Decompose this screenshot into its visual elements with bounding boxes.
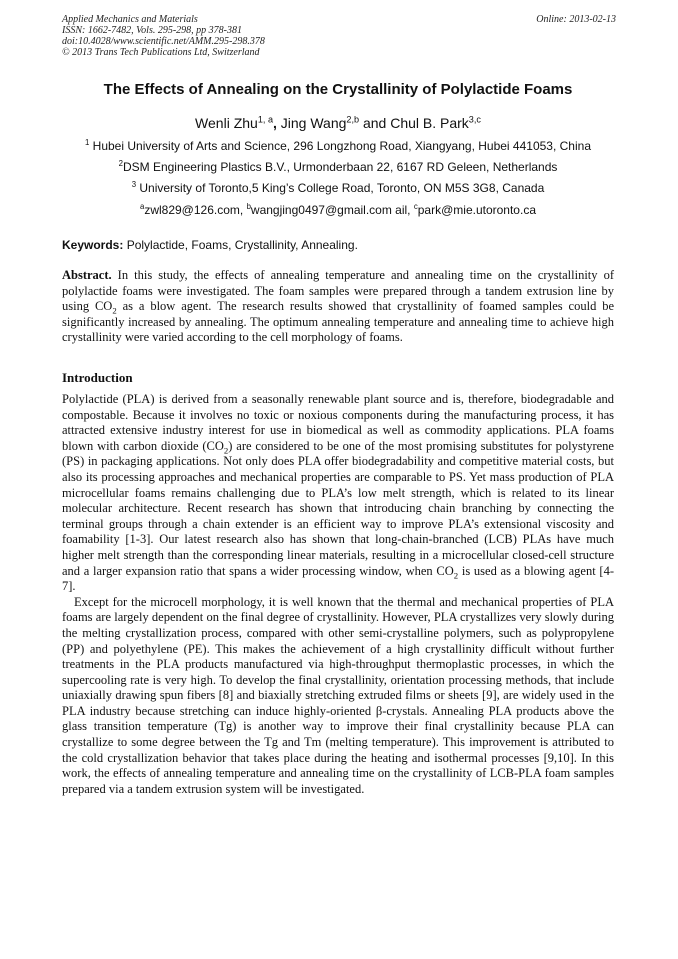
online-date: Online: 2013-02-13 (536, 14, 616, 25)
author-name: Chul B. Park (390, 115, 469, 131)
subscript: 2 (223, 445, 229, 456)
affiliation-text: Hubei University of Arts and Science, 296 Longzhong Road, Xiangyang, Hubei 441053, China (89, 139, 591, 153)
author-affiliation-mark: 3,c (468, 114, 481, 125)
abstract-text: In this study, the effects of annealing temperature and annealing time on the crystallinity of polylactide foams were investigated. The foam samples were prepared through a tandem extrusion line by using CO (62, 268, 614, 314)
subscript: 2 (112, 305, 117, 316)
paper-title: The Effects of Annealing on the Crystallinity of Polylactide Foams (103, 81, 573, 98)
email-mark: c (413, 202, 418, 211)
keywords-label: Keywords: (62, 238, 124, 252)
author-list (62, 114, 614, 132)
paragraph (62, 392, 614, 595)
affiliation-text: University of Toronto,5 King’s College Road, Toronto, ON M5S 3G8, Canada (136, 181, 545, 195)
journal-issn: ISSN: 1662-7482, Vols. 295-298, pp 378-381 (62, 25, 242, 36)
affiliation-2 (62, 160, 614, 175)
affiliation-mark: 3 (131, 180, 137, 189)
author-separator: and (359, 115, 391, 131)
keywords-text: Polylactide, Foams, Crystallinity, Annealing. (123, 238, 358, 252)
email-address: park@mie.utoronto.ca (417, 203, 536, 217)
abstract-text: as a blow agent. The research results showed that crystallinity of foamed samples could be significantly increased by annealing. The optimum annealing temperature and annealing time to achieve high crystallinity were varied according to the cell morphology of foams. (62, 299, 614, 345)
email-address: wangjing0497@gmail.com ail, (250, 203, 414, 217)
paragraph-text: is used as a blowing agent [4-7]. (62, 563, 614, 594)
affiliation-1 (62, 139, 614, 154)
affiliation-mark: 1 (84, 138, 90, 147)
email-mark: a (139, 202, 145, 211)
paragraph-text: Polylactide (PLA) is derived from a seasonally renewable plant source and is, therefore, biodegradable and compostable. Because it involves no toxic or noxious components during the manufacturing process, it has attracted extensive industry interest for use in biomedical as well as commodity applications. PLA foams blown with carbon dioxide (CO (62, 392, 614, 453)
keywords (62, 238, 614, 253)
abstract-label: Abstract. (62, 268, 112, 282)
introduction-body (62, 392, 614, 797)
journal-copyright: © 2013 Trans Tech Publications Ltd, Switzerland (62, 47, 260, 58)
journal-doi: doi:10.4028/www.scientific.net/AMM.295-298.378 (62, 36, 265, 47)
email-address: zwl829@126.com, (144, 203, 247, 217)
journal-header (62, 14, 618, 58)
affiliation-3 (62, 181, 614, 196)
email-mark: b (246, 202, 251, 211)
paragraph-text: ) are considered to be one of the most promising substitutes for polystyrene (PS) in packaging applications. Not only does PLA offer biodegradability and competitive material costs, but also its processing approaches and mechanical properties are comparable to PS. Yet mass production of PLA microcellular foams remains challenging due to PLA’s low melt strength, which is related to its linear molecular architecture. Recent research has shown that introducing chain branching by connecting the terminal groups through a chain extender is an efficient way to improve PLA’s extensional viscosity and foamability [1-3]. Our latest research also has shown that long-chain-branched (LCB) PLAs have much higher melt strength than the corresponding linear materials, resulting in a microcellular closed-cell structure and a larger expansion ratio that spans a wider processing window, when CO (62, 438, 614, 578)
paragraph: Except for the microcell morphology, it is well known that the thermal and mechanical properties of PLA foams are largely dependent on the final degree of crystallinity. However, PLA crystallizes very slowly during the melting crystallization process, compared with other semi-crystalline polymers, such as polypropylene (PP) and polyethylene (PE). This makes the achievement of a high crystallinity difficult without further treatments in the PLA products manufactured via high-throughput thermoplastic processes, in which the supercooling rate is very high. To develop the final crystallinity, orientation processing methods, that include uniaxially drawing spun fibers [8] and biaxially stretching extruded films or sheets [9], are widely used in the PLA industry because stretching can induce highly-oriented β-crystals. Annealing PLA products above the glass transition temperature (Tg) is another way to improve their final crystallinity because PLA can crystallize to some degree between the Tg and Tm (melting temperature). This improvement is attributed to the cold crystallization behavior that takes place during the heating and isothermal processes [9,10]. In this work, the effects of annealing temperature and annealing time on the crystallinity of LCB-PLA foam samples prepared via a tandem extrusion system will be investigated. (62, 594, 614, 796)
abstract (62, 268, 614, 346)
author-separator: , (273, 115, 281, 131)
journal-name: Applied Mechanics and Materials (62, 14, 198, 25)
affiliation-mark: 2 (118, 159, 123, 168)
author-name: Jing Wang (280, 115, 347, 131)
affiliation-text: DSM Engineering Plastics B.V., Urmonderbaan 22, 6167 RD Geleen, Netherlands (122, 160, 558, 174)
author-name: Wenli Zhu (195, 115, 258, 131)
author-affiliation-mark: 2,b (346, 114, 360, 125)
author-affiliation-mark: 1, a (257, 114, 273, 125)
section-heading-introduction: Introduction (62, 370, 133, 385)
subscript: 2 (453, 570, 459, 581)
author-emails (62, 203, 614, 218)
